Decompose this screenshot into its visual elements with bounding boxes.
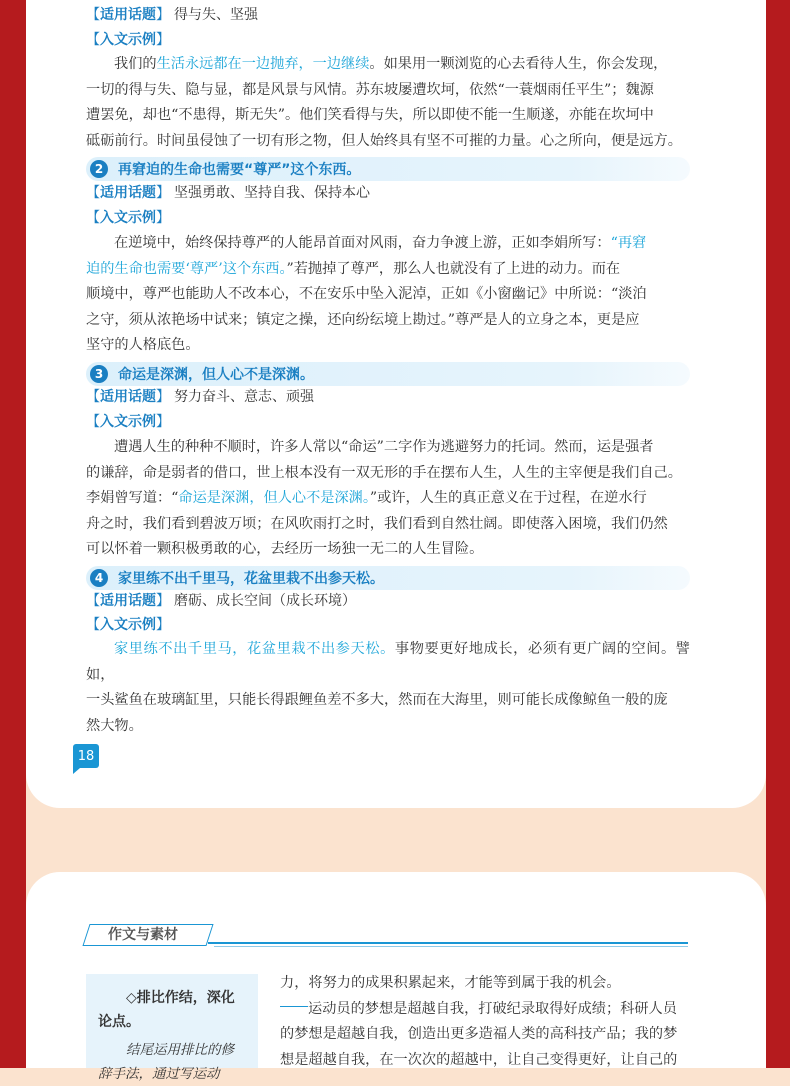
example-tag: 【入文示例】 <box>86 414 170 430</box>
number-badge: 3 <box>90 365 108 383</box>
section-banner <box>84 922 688 948</box>
heading-text: 命运是深渊，但人心不是深渊。 <box>118 367 314 383</box>
topic-tag: 【适用话题】 <box>86 389 170 405</box>
heading-text: 再窘迫的生命也需要“尊严”这个东西。 <box>118 162 361 178</box>
page-number: 18 <box>73 744 99 768</box>
example-tag: 【入文示例】 <box>86 32 170 48</box>
heading-item-3 <box>86 362 690 386</box>
topic-text: 努力奋斗、意志、顽强 <box>174 389 314 405</box>
example-line-2 <box>86 207 170 229</box>
example-line-3 <box>86 411 170 433</box>
quote-highlight: 生活永远都在一边抛弃，一边继续 <box>156 56 370 72</box>
number-badge: 2 <box>90 160 108 178</box>
topic-line-4 <box>86 590 356 612</box>
annotation-text: 结尾运用排比的修辞手法，通过写运动 <box>98 1042 234 1082</box>
example-paragraph-3: 遭遇人生的种种不顺时，许多人常以“命运”二字作为逃避努力的托词。然而，运是强者 的谦辞，命是弱者的借口，世上根本没有一双无形的手在摆布人生，人生的主宰便是我们自己。 李娟曾写道：“命运是深渊，但人心不是深渊。”或许，人生的真正意义在于过程，在逆水行 舟之时，我们看到碧波万顷；在风吹雨打之时，我们看到自然壮阔。即使落入困境，我们仍然 可以怀着一颗积极勇敢的心，去经历一场独一无二的人生冒险。 <box>86 439 682 558</box>
banner-rule <box>208 942 688 944</box>
topic-line-3 <box>86 386 314 408</box>
number-badge: 4 <box>90 569 108 587</box>
heading-item-2 <box>86 157 690 181</box>
topic-tag: 【适用话题】 <box>86 593 170 609</box>
topic-tag: 【适用话题】 <box>86 7 170 23</box>
essay-paragraph: 力，将努力的成果积累起来，才能等到属于我的机会。 运动员的梦想是超越自我，打破纪录取得好成绩；科研人员 的梦想是超越自我，创造出更多造福人类的高科技产品；我的梦 想是超越自我，在一次次的超越中，让自己变得更好，让自己的 <box>280 975 678 1068</box>
annotation-title: ◇排比作结，深化论点。 <box>98 990 235 1030</box>
example-paragraph-2: 在逆境中，始终保持尊严的人能昂首面对风雨，奋力争渡上游，正如李娟所写：“再窘 迫的生命也需要‘尊严’这个东西。”若抛掉了尊严，那么人也就没有了上进的动力。而在 顺境中，尊严也能助人不改本心，不在安乐中坠入泥淖，正如《小窗幽记》中所说：“淡泊 之守，须从浓艳场中试来；镇定之操，还向纷纭境上勘过。”尊严是人的立身之本，更是应 坚守的人格底色。 <box>86 235 647 354</box>
topic-text: 磨砺、成长空间（成长环境） <box>174 593 356 609</box>
example-tag: 【入文示例】 <box>86 210 170 226</box>
heading-text: 家里练不出千里马，花盆里栽不出参天松。 <box>118 571 384 587</box>
annotation-connector <box>280 1006 308 1007</box>
left-red-border <box>0 0 26 1068</box>
right-red-border <box>766 0 790 1068</box>
topic-text: 坚强勇敢、坚持自我、保持本心 <box>174 185 370 201</box>
example-paragraph-4: 家里练不出千里马，花盆里栽不出参天松。事物要更好地成长，必须有更广阔的空间。譬如， 一头鲨鱼在玻璃缸里，只能长得跟鲤鱼差不多大，然而在大海里，则可能长成像鲸鱼一般的庞 然大物。 <box>86 641 690 734</box>
topic-tag: 【适用话题】 <box>86 185 170 201</box>
example-line-1 <box>86 29 170 51</box>
annotation-box <box>86 974 258 1082</box>
topic-text: 得与失、坚强 <box>174 7 258 23</box>
topic-line-2 <box>86 182 370 204</box>
example-paragraph-1: 我们的生活永远都在一边抛弃，一边继续。如果用一颗浏览的心去看待人生，你会发现， 一切的得与失、隐与显，都是风景与风情。苏东坡屡遭坎坷，依然“一蓑烟雨任平生”；魏源 遭罢免，却也“不患得，斯无失”。他们笑看得与失，所以即使不能一生顺遂，亦能在坎坷中 砥砺前行。时间虽侵蚀了一切有形之物，但人始终具有坚不可摧的力量。心之所向，便是远方。 <box>86 56 682 149</box>
example-tag: 【入文示例】 <box>86 617 170 633</box>
heading-item-4 <box>86 566 690 590</box>
topic-line-1 <box>86 4 258 26</box>
banner-rule-thin <box>214 946 688 947</box>
example-line-4 <box>86 614 170 636</box>
section-title: 作文与素材 <box>108 927 178 943</box>
